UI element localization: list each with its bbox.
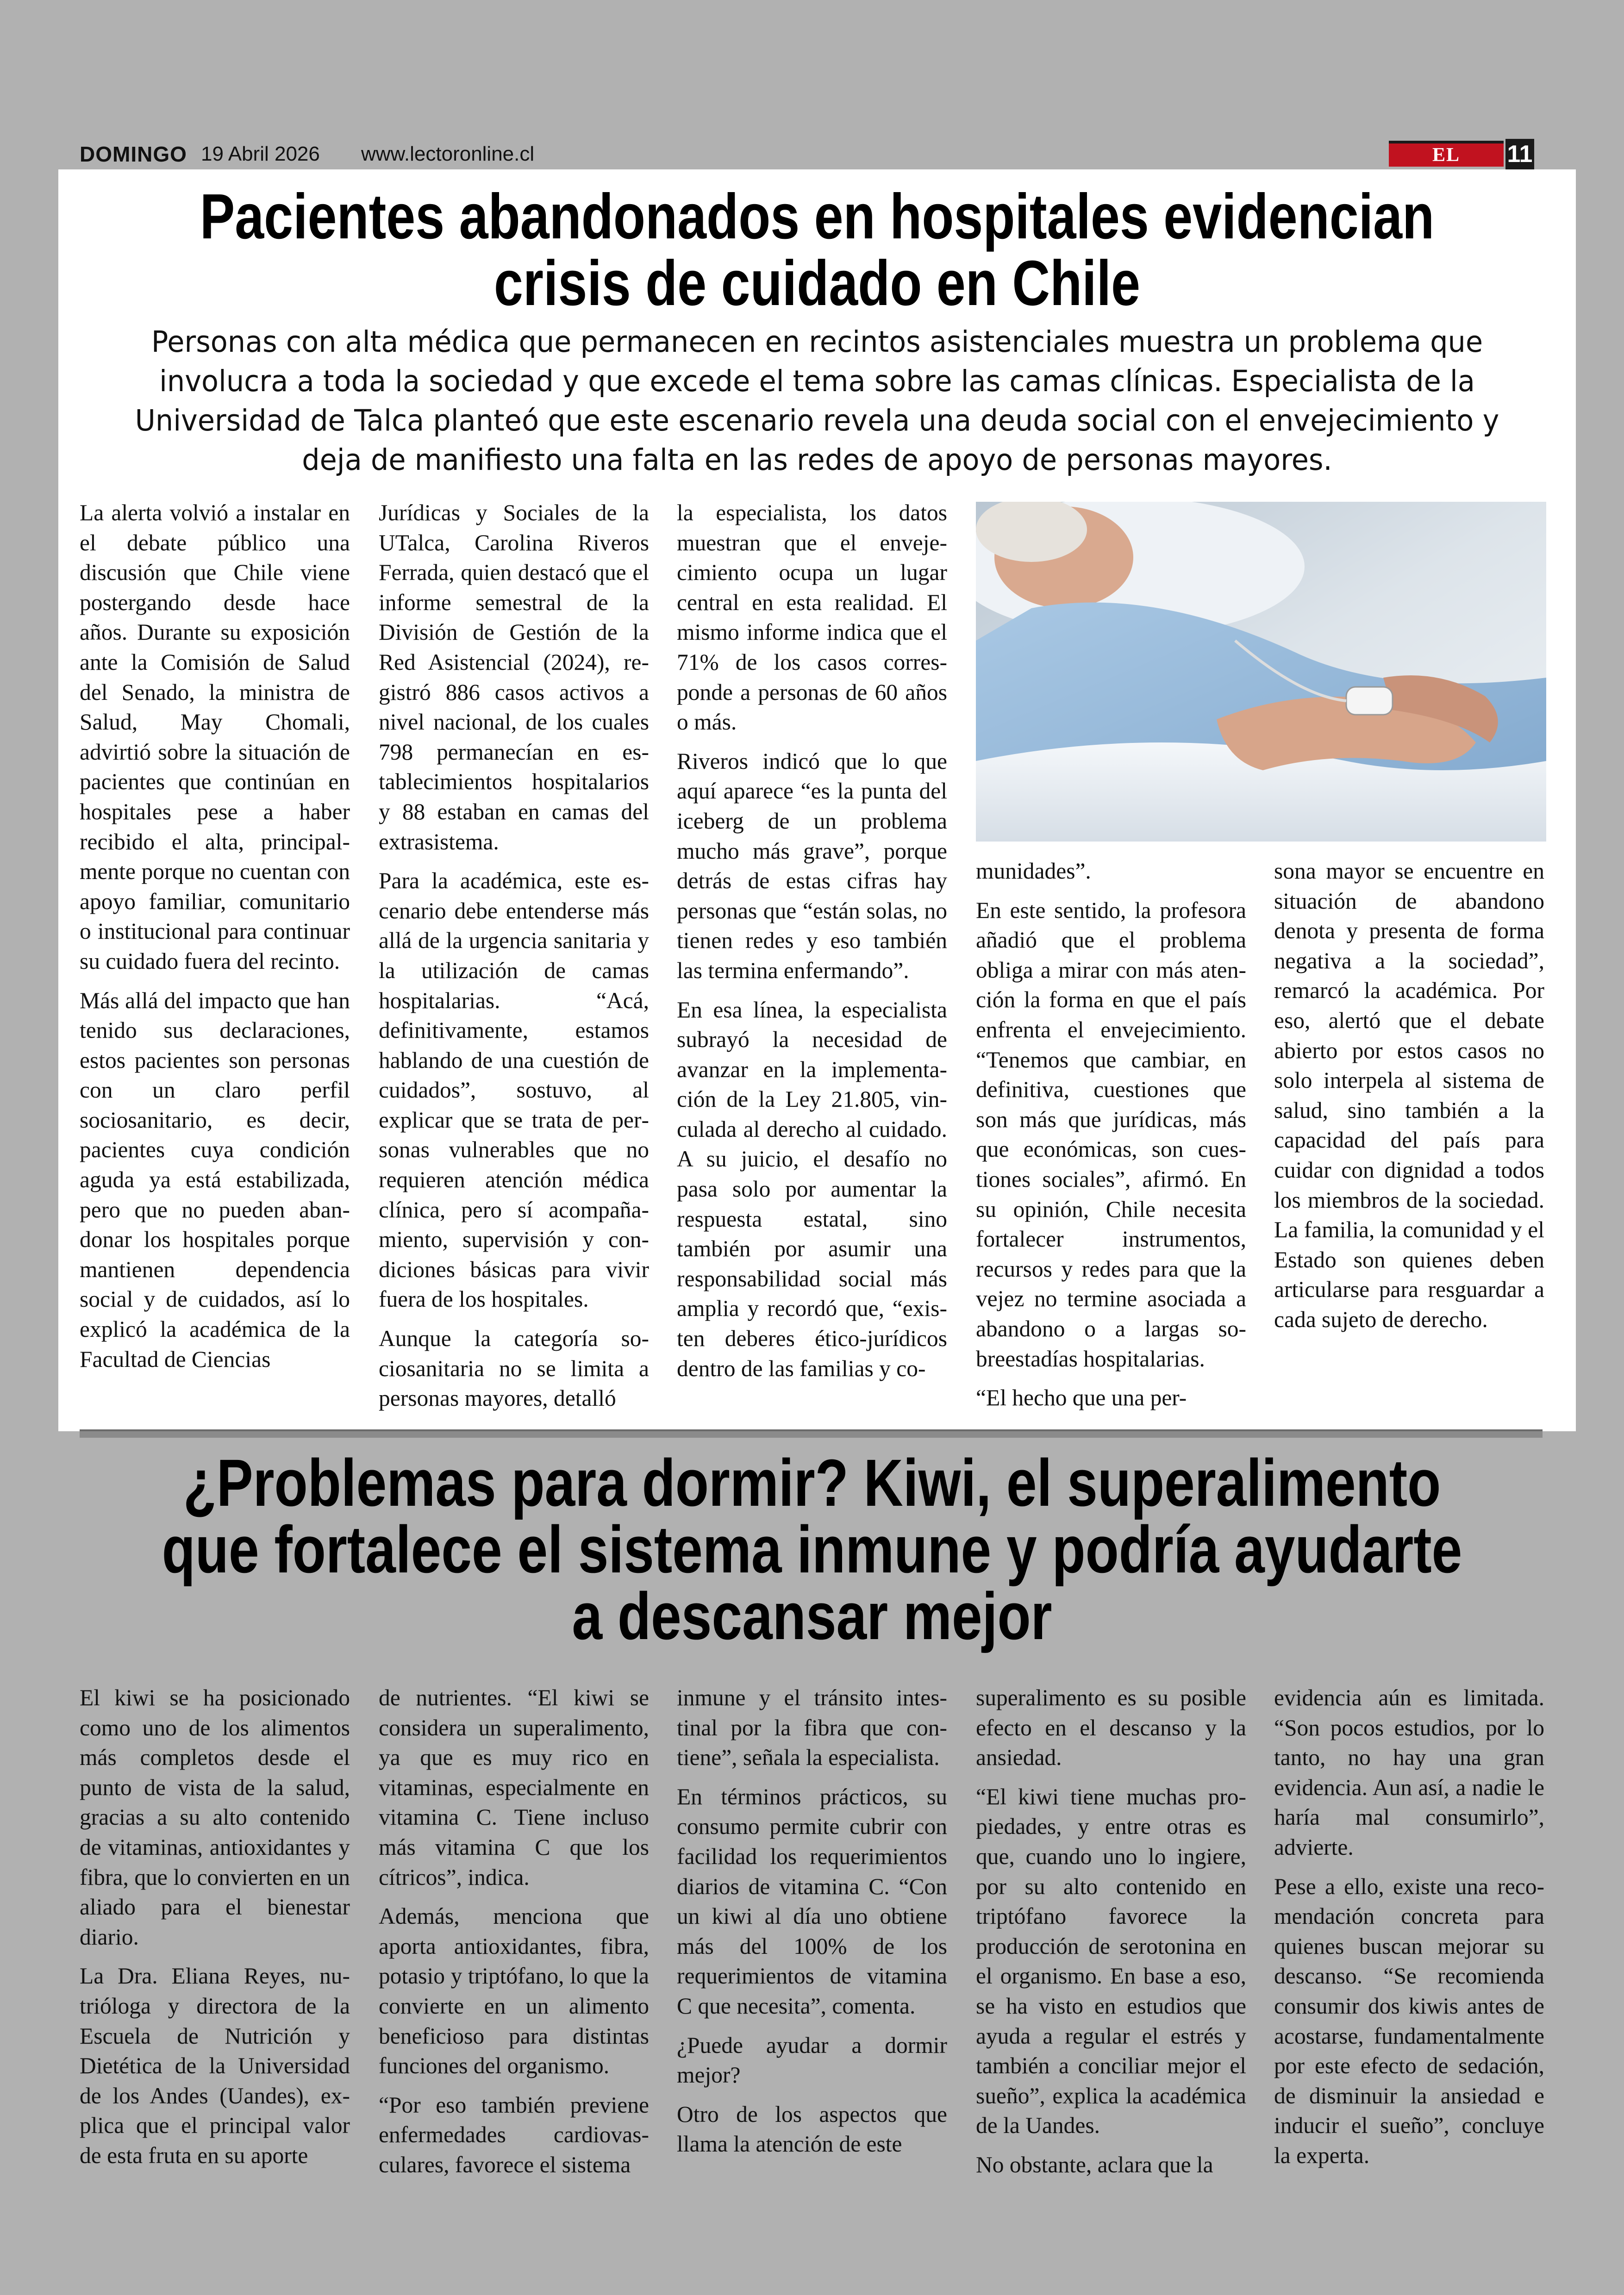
article-1-headline [195, 183, 1439, 317]
paragraph: La alerta volvió a instalar en el debate público una discusión que Chile viene postergando desde hace años. Durante su exposición ante la Comisión de Salud del Senado, la ministra de Salud, May Chomali, advirtió sobre la situación de pacientes que continúan en hospitales pese a haber recibido el alta, principalmente porque no cuentan con apoyo familiar, comunitario o institucional para continuar su cuidado fuera del recinto. [80, 500, 350, 974]
article-1-column-4 [976, 856, 1246, 1422]
section-divider [80, 1429, 1543, 1438]
header-website: www.lectoronline.cl [361, 143, 535, 165]
paragraph: Para la académica, este escenario debe entenderse más allá de la urgencia sanitaria y la utilización de camas hospitalarias. “Acá, definitivamente, estamos hablando de una cuestión de cuidados”, sostuvo, al explicar que se trata de personas vulnerables que no requieren atención médica clínica, pero sí acompañamiento, supervisión y condiciones básicas para vivir fuera de los hospitales. [379, 868, 649, 1312]
article-1-column-3 [677, 498, 947, 1393]
paragraph: Jurídicas y Sociales de la UTalca, Carolina Riveros Ferrada, quien destacó que el informe semestral de la División de Gestión de la Red Asistencial (2024), registró 886 casos activos a nivel nacional, de los cuales 798 permanecían en establecimientos hospitalarios y 88 estaban en camas del extrasistema. [379, 500, 649, 854]
paragraph: “Por eso también previene enfermedades cardiovasculares, favorece el sistema [379, 2092, 649, 2177]
paragraph: Pese a ello, existe una recomendación concreta para quienes buscan mejorar su descanso. “Se recomienda consumir dos kiwis antes de acostarse, fundamentalmente por este efecto de sedación, de disminuir la ansiedad e inducir el sueño”, concluye la experta. [1274, 1873, 1544, 2168]
article-2-column-2 [379, 1683, 649, 2189]
paragraph: Otro de los aspectos que llama la atención de este [677, 2101, 947, 2157]
paragraph: No obstante, aclara que la [976, 2152, 1213, 2177]
paragraph: inmune y el tránsito intestinal por la fibra que contiene”, señala la especialista. [677, 1685, 947, 1771]
article-1-headline-line2: crisis de cuidado en Chile [493, 248, 1141, 319]
header-day: DOMINGO [80, 142, 187, 166]
patient-illustration [976, 502, 1546, 842]
paragraph: En este sentido, la profesora añadió que el problema obliga a mirar con más atención la forma en que el país enfrenta el envejecimiento. “Tenemos que cambiar, en definitiva, cuestiones que son más que jurídicas, más que económicas, son cuestiones sociales”, afirmó. En su opinión, Chile necesita fortalecer instrumentos, recursos y redes para que la vejez no termine asociada a abandono o a largas sobreestadías hospitalarias. [976, 897, 1246, 1372]
article-1-column-2 [379, 498, 649, 1423]
page-number: 11 [1505, 139, 1534, 169]
paragraph: la especialista, los datos muestran que el envejecimiento ocupa un lugar central en esta realidad. El mismo informe indica que el 71% de los casos corresponde a personas de 60 años o más. [677, 500, 947, 735]
paragraph: superalimento es su posible efecto en el descanso y la ansiedad. [976, 1685, 1246, 1771]
article-2-column-5 [1274, 1683, 1544, 2180]
article-1-column-5 [1274, 856, 1544, 1344]
paragraph: Más allá del impacto que han tenido sus declaraciones, estos pacientes son personas con un claro perfil sociosanitario, es decir, pacientes cuya condición aguda ya está estabilizada, pero que no pueden abandonar los hospitales porque mantienen dependencia social y de cuidados, así lo explicó la académica de la Facultad de Ciencias [80, 987, 350, 1372]
article-2-column-3 [677, 1683, 947, 2169]
article-1-column-1 [80, 498, 350, 1384]
article-1-deck: Personas con alta médica que permanecen en recintos asistenciales muestra un problema que involucra a toda la sociedad y que excede el tema sobre las camas clínicas. Especialista de la Universidad de Talca planteó que este escenario revela una deuda social con el envejecimiento y deja de manifiesto una falta en las redes de apoyo de personas mayores. [135, 325, 1499, 477]
paragraph: de nutrientes. “El kiwi se considera un superalimento, ya que es muy rico en vitaminas, especialmente en vitamina C. Tiene incluso más vitamina C que los cítricos”, indica. [379, 1685, 649, 1890]
paragraph: Riveros indicó que lo que aquí aparece “es la punta del iceberg de un problema mucho más grave”, porque detrás de estas cifras hay personas que “están solas, no tienen redes y eso también las termina enfermando”. [677, 748, 947, 983]
paragraph: sona mayor se encuentre en situación de abandono denota y presenta de forma negativa a la sociedad”, remarcó la académica. Por eso, alertó que el debate abierto por estos casos no solo interpela al sistema de salud, sino también a la capacidad del país para cuidar con dignidad a todos los miembros de la sociedad. La familia, la comunidad y el Estado son quienes deben articularse para resguardar a cada sujeto de derecho. [1274, 858, 1544, 1332]
paragraph: evidencia aún es limitada. “Son pocos estudios, por lo tanto, no hay una gran evidencia. Aun así, a nadie le haría mal consumirlo”, advierte. [1274, 1685, 1544, 1860]
article-2-column-4 [976, 1683, 1246, 2189]
paragraph: La Dra. Eliana Reyes, nutrióloga y directora de la Escuela de Nutrición y Dietética de la Universidad de los Andes (Uandes), explica que el principal valor de esta fruta en su aporte [80, 1963, 350, 2168]
paragraph: “El kiwi tiene muchas propiedades, y entre otras es que, cuando uno lo ingiere, por su alto contenido en triptófano favorece la producción de serotonina en el organismo. En base a eso, se ha visto en estudios que ayuda a regular el estrés y también a conciliar mejor el sueño”, explica la académica de la Uandes. [976, 1784, 1246, 2139]
header-date: 19 Abril 2026 [201, 143, 320, 165]
hospital-patient-photo [976, 502, 1546, 842]
article-2-column-1 [80, 1683, 350, 2180]
paragraph: ¿Puede ayudar a dormir mejor? [677, 2032, 947, 2088]
paragraph: El kiwi se ha posicionado como uno de los alimentos más completos desde el punto de vista de la salud, gracias a su alto contenido de vitaminas, antioxidantes y fibra, que lo convierten en un aliado para el bienestar diario. [80, 1685, 350, 1950]
article-2-headline: ¿Problemas para dormir? Kiwi, el superalimento que fortalece el sistema inmune y podría ayudarte a descansar mejor [162, 1446, 1462, 1653]
article-1-headline-line1: Pacientes abandonados en hospitales evidencian [200, 181, 1435, 252]
newspaper-logo: EL [1389, 141, 1504, 167]
paragraph: “El hecho que una per- [976, 1385, 1187, 1411]
paragraph: Aunque la categoría sociosanitaria no se limita a personas mayores, detalló [379, 1326, 649, 1411]
page-header [80, 139, 1543, 171]
paragraph: munidades”. [976, 858, 1091, 884]
paragraph: Además, menciona que aporta antioxidantes, fibra, potasio y triptófano, lo que la convierte en un alimento beneficioso para distintas funciones del organismo. [379, 1903, 649, 2079]
paragraph: En términos prácticos, su consumo permite cubrir con facilidad los requerimientos diarios de vitamina C. “Con un kiwi al día uno obtiene más del 100% de los requerimientos de vitamina C que necesita”, comenta. [677, 1784, 947, 2019]
paragraph: En esa línea, la especialista subrayó la necesidad de avanzar en la implementación de la Ley 21.805, vinculada al derecho al cuidado. A su juicio, el desafío no pasa solo por aumentar la respuesta estatal, sino también por asumir una responsabilidad social más amplia y recordó que, “existen deberes ético-jurídicos dentro de las familias y co- [677, 997, 947, 1381]
